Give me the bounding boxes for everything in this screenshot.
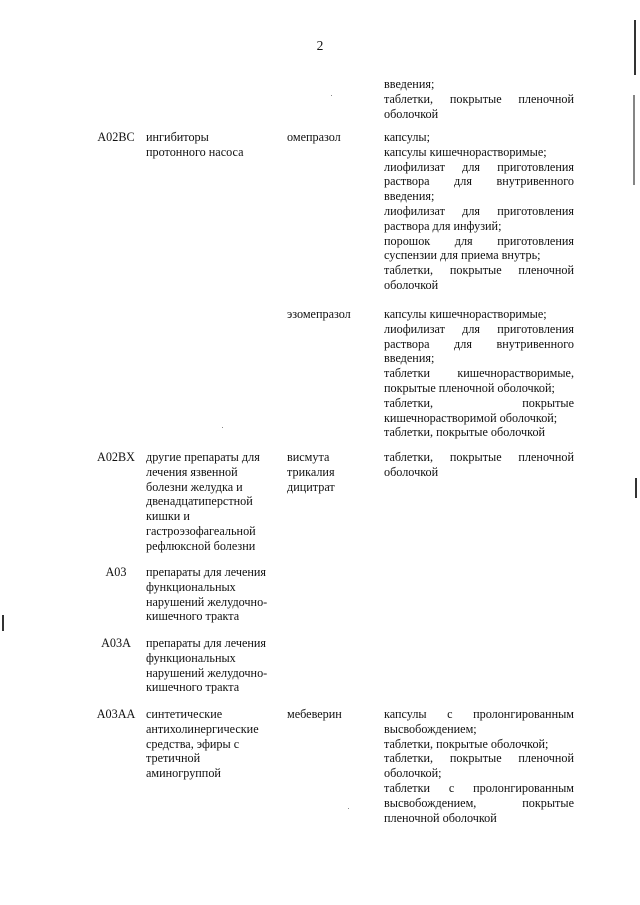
anatomical-group [146,565,276,624]
group-line: синтетические [146,707,223,721]
dosage-form-line: суспензии для приема внутрь; [384,248,541,263]
group-line: средства, эфиры с [146,736,240,751]
atc-code: A03A [101,636,131,650]
group-line: антихолинергические [146,721,259,736]
dosage-form-line: пленочной оболочкой [384,810,497,825]
dosage-form-line: капсулы кишечнорастворимые; [384,144,547,159]
drug-name: висмута трикалия дицитрат [287,450,335,494]
group-line: кишечного тракта [146,680,240,695]
dosage-form-line: введения; [384,77,435,91]
dosage-form-line: таблетки, покрытые [384,395,574,410]
anatomical-group [146,450,276,554]
dosage-form-line: оболочкой [384,277,439,292]
scan-edge-mark [634,20,636,75]
group-line: рефлюксной болезни [146,538,256,553]
dosage-form-line: оболочкой [384,106,439,121]
group-line: третичной [146,751,201,766]
dosage-form-line: таблетки, покрытые оболочкой; [384,736,549,751]
group-line: препараты для лечения [146,636,267,650]
dosage-forms [384,307,574,440]
dosage-form-line: оболочкой [384,464,439,479]
page-number: 2 [316,38,324,53]
group-line: ингибиторы [146,130,209,144]
atc-code: A03 [105,565,127,579]
dosage-form-line: высвобождением, покрытые [384,795,574,810]
dosage-forms [384,450,574,480]
dosage-form-line: раствора для внутривенного [384,336,574,351]
dosage-form-line: введения; [384,351,435,366]
drug-name: омепразол [287,130,341,144]
dosage-form-line: порошок для приготовления [384,233,574,248]
drug-name: эзомепразол [287,307,351,321]
group-line: другие препараты для [146,450,260,464]
dosage-form-line: таблетки, покрытые пленочной [384,450,574,464]
anatomical-group [146,636,276,695]
dosage-forms [384,77,574,121]
group-line: гастроэзофагеальной [146,523,256,538]
group-line: нарушений желудочно- [146,594,268,609]
group-line: лечения язвенной [146,464,238,479]
group-line: болезни желудка и [146,479,243,494]
group-line: кишечного тракта [146,609,240,624]
scan-speck [348,808,349,809]
group-line: препараты для лечения [146,565,267,579]
dosage-form-line: кишечнорастворимой оболочкой; [384,410,558,425]
dosage-form-line: таблетки, покрытые пленочной [384,263,574,278]
dosage-form-line: раствора для инфузий; [384,218,502,233]
anatomical-group [146,130,276,160]
drug-name: мебеверин [287,707,342,721]
group-line: кишки и [146,509,190,524]
atc-code: A02BC [97,130,135,144]
dosage-form-line: таблетки, покрытые пленочной [384,751,574,766]
dosage-form-line: капсулы кишечнорастворимые; [384,307,547,321]
dosage-form-line: таблетки кишечнорастворимые, [384,366,574,381]
group-line: нарушений желудочно- [146,665,268,680]
group-line: протонного насоса [146,144,244,159]
dosage-form-line: оболочкой; [384,766,442,781]
group-line: двенадцатиперстной [146,494,253,509]
dosage-form-line: таблетки, покрытые пленочной [384,91,574,106]
dosage-form-line: капсулы с пролонгированным [384,707,574,721]
group-line: аминогруппой [146,766,221,781]
dosage-form-line: лиофилизат для приготовления [384,321,574,336]
dosage-forms [384,707,574,825]
scan-edge-mark [2,615,4,631]
dosage-form-line: капсулы; [384,130,430,144]
dosage-form-line: покрытые пленочной оболочкой; [384,380,555,395]
scan-speck [331,95,332,96]
anatomical-group [146,707,276,781]
dosage-form-line: высвобождением; [384,721,477,736]
group-line: функциональных [146,650,236,665]
dosage-form-line: введения; [384,189,435,204]
dosage-form-line: лиофилизат для приготовления [384,159,574,174]
scan-edge-mark [635,478,637,498]
dosage-form-line: раствора для внутривенного [384,174,574,189]
scan-edge-mark [633,95,635,185]
atc-code: A03AA [96,707,136,721]
dosage-form-line: таблетки, покрытые оболочкой [384,425,546,440]
scan-speck [222,427,223,428]
dosage-form-line: таблетки с пролонгированным [384,780,574,795]
dosage-forms [384,130,574,293]
atc-code: A02BX [97,450,135,464]
dosage-form-line: лиофилизат для приготовления [384,203,574,218]
group-line: функциональных [146,579,236,594]
